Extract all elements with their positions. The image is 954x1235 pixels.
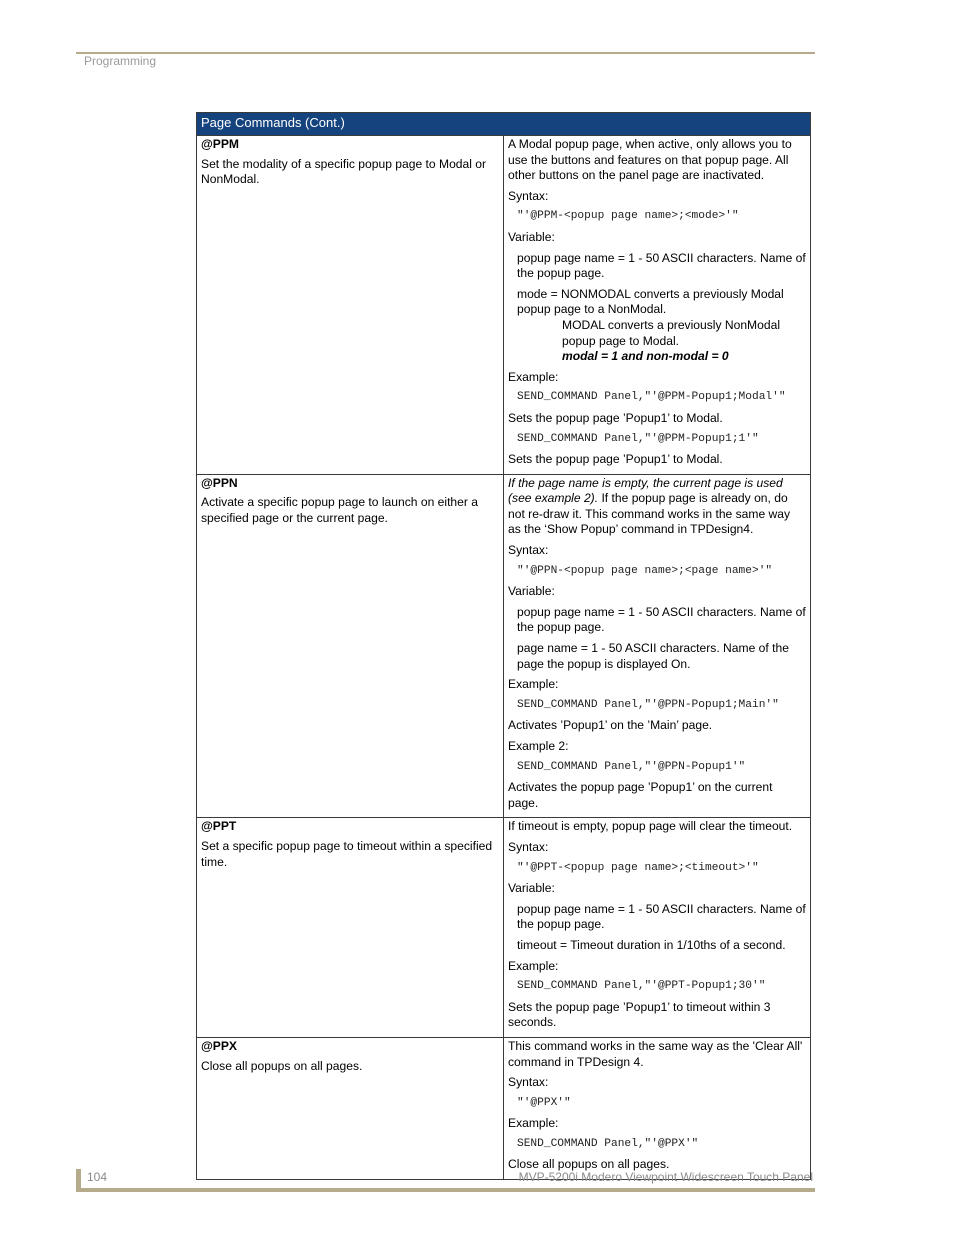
syntax-code: "'@PPX'" — [517, 1096, 571, 1109]
example-label: Example: — [508, 369, 559, 384]
description-cell — [504, 474, 811, 818]
variable-label: Variable: — [508, 229, 555, 244]
document-title: MVP-5200i Modero Viewpoint Widescreen Touch Panel — [518, 1170, 813, 1184]
variable-item-continued: MODAL converts a previously NonModal popup page to Modal. — [562, 317, 781, 348]
table-row — [197, 474, 811, 818]
command-summary: Set a specific popup page to timeout within a specified time. — [201, 838, 493, 869]
table-title: Page Commands (Cont.) — [197, 113, 811, 136]
example-code: SEND_COMMAND Panel,"'@PPN-Popup1;Main'" — [517, 698, 779, 711]
command-cell — [197, 474, 504, 818]
example-description: Sets the popup page ’Popup1’ to timeout within 3 seconds. — [508, 999, 771, 1030]
example-code: SEND_COMMAND Panel,"'@PPM-Popup1;1'" — [517, 432, 759, 445]
variable-item: popup page name = 1 - 50 ASCII characters. Name of the popup page. — [517, 250, 806, 281]
example-label: Example: — [508, 958, 559, 973]
description-cell — [504, 1037, 811, 1179]
syntax-code: "'@PPM-<popup page name>;<mode>'" — [517, 210, 739, 223]
description-cell — [504, 136, 811, 475]
syntax-code: "'@PPT-<popup page name>;<timeout>'" — [517, 861, 759, 874]
example-code: SEND_COMMAND Panel,"'@PPT-Popup1;30'" — [517, 980, 766, 993]
example-code: SEND_COMMAND Panel,"'@PPN-Popup1'" — [517, 760, 746, 773]
example-label: Example: — [508, 677, 559, 692]
page-commands-table — [196, 112, 811, 1180]
command-intro: A Modal popup page, when active, only allows you to use the buttons and features on that popup page. All other buttons on the panel page are inactivated. — [508, 137, 792, 183]
syntax-label: Syntax: — [508, 543, 549, 558]
command-name: @PPN — [201, 475, 238, 490]
variable-label: Variable: — [508, 584, 555, 599]
running-header: Programming — [84, 54, 157, 68]
variable-label: Variable: — [508, 881, 555, 896]
example-description: Activates ’Popup1’ on the ’Main’ page. — [508, 718, 713, 733]
example-description: Sets the popup page ’Popup1’ to Modal. — [508, 410, 723, 425]
variable-item: mode = NONMODAL converts a previously Modal popup page to a NonModal. — [517, 286, 784, 317]
header-rule — [76, 52, 815, 54]
variable-item: popup page name = 1 - 50 ASCII characters. Name of the popup page. — [517, 901, 806, 932]
syntax-code: "'@PPN-<popup page name>;<page name>'" — [517, 564, 773, 577]
page-number: 104 — [87, 1170, 108, 1184]
command-summary: Set the modality of a specific popup page to Modal or NonModal. — [201, 156, 487, 187]
table-row — [197, 818, 811, 1038]
command-name: @PPM — [201, 137, 239, 151]
description-cell — [504, 818, 811, 1038]
syntax-label: Syntax: — [508, 1075, 549, 1090]
example-description: Close all popups on all pages. — [508, 1157, 670, 1172]
command-cell — [197, 1037, 504, 1179]
variable-note: modal = 1 and non-modal = 0 — [562, 349, 729, 364]
table-row — [197, 136, 811, 475]
footer-rule — [76, 1188, 815, 1192]
variable-item: page name = 1 - 50 ASCII characters. Name of the page the popup is displayed On. — [517, 641, 789, 671]
variable-item: popup page name = 1 - 50 ASCII characters. Name of the popup page. — [517, 604, 806, 635]
intro-rest: If the popup page is already on, do not re-draw it. This command works in the same way as the ‘Show Popup’ command in TPDesign4. — [508, 491, 791, 537]
command-name: @PPX — [201, 1038, 237, 1053]
command-intro: This command works in the same way as the 'Clear All' command in TPDesign 4. — [508, 1038, 803, 1069]
table-row — [197, 1037, 811, 1179]
command-cell — [197, 136, 504, 475]
command-name: @PPT — [201, 819, 237, 834]
example-description: Sets the popup page ’Popup1’ to Modal. — [508, 452, 723, 467]
command-intro — [508, 476, 806, 538]
example-code: SEND_COMMAND Panel,"'@PPX'" — [517, 1137, 699, 1150]
variable-item: timeout = Timeout duration in 1/10ths of a second. — [517, 937, 786, 952]
intro-italic: If the page name is empty, the current page is used (see example 2). — [508, 475, 783, 506]
command-summary: Close all popups on all pages. — [201, 1058, 363, 1073]
example-label: Example 2: — [508, 739, 569, 753]
example-label: Example: — [508, 1116, 559, 1131]
command-intro: If timeout is empty, popup page will clear the timeout. — [508, 819, 793, 834]
syntax-label: Syntax: — [508, 839, 549, 854]
example-code: SEND_COMMAND Panel,"'@PPM-Popup1;Modal'" — [517, 391, 786, 404]
command-summary: Activate a specific popup page to launch on either a specified page or the current page. — [201, 495, 478, 525]
command-cell — [197, 818, 504, 1038]
syntax-label: Syntax: — [508, 188, 549, 203]
example-description: Activates the popup page ’Popup1’ on the current page. — [508, 780, 773, 810]
